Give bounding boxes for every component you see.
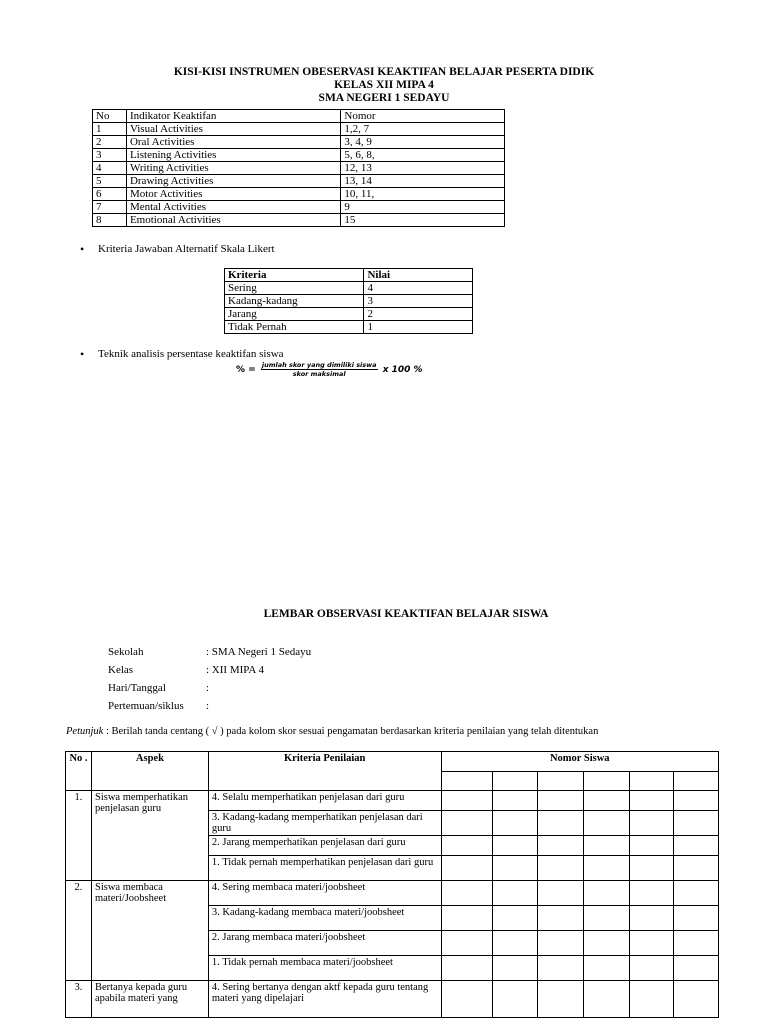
criteria-cell: 4. Selalu memperhatikan penjelasan dari guru [208,791,441,811]
score-cell[interactable] [441,856,493,881]
table-cell: 2 [93,136,127,149]
table-row [225,308,473,321]
score-cell[interactable] [630,856,674,881]
score-cell[interactable] [441,881,493,906]
score-cell[interactable] [630,956,674,981]
score-cell[interactable] [674,856,719,881]
score-cell[interactable] [538,931,584,956]
table-cell: Emotional Activities [126,214,340,227]
score-cell[interactable] [630,981,674,1018]
table-header-row [66,752,719,772]
table-cell: Drawing Activities [126,175,340,188]
col-header-kriteria: Kriteria Penilaian [208,752,441,791]
score-cell[interactable] [630,881,674,906]
table-cell: 1 [93,123,127,136]
likert-table [224,268,473,334]
table-row [93,162,505,175]
table-cell: 9 [341,201,505,214]
score-cell[interactable] [538,956,584,981]
score-cell[interactable] [441,956,493,981]
student-cell[interactable] [674,772,719,791]
score-cell[interactable] [674,906,719,931]
table-cell: 5 [93,175,127,188]
col-header-nomor-siswa: Nomor Siswa [441,752,718,772]
title-line-2: KELAS XII MIPA 4 [334,79,434,91]
table-cell: 4 [364,282,473,295]
info-value: : SMA Negeri 1 Sedayu [206,646,312,658]
criteria-cell: 1. Tidak pernah memperhatikan penjelasan dari guru [208,856,441,881]
score-cell[interactable] [584,811,630,836]
formula-fraction [261,361,378,378]
info-label: Kelas [108,664,134,676]
col-header: Nomor [341,110,505,123]
table-cell: Visual Activities [126,123,340,136]
sheet-title: LEMBAR OBSERVASI KEAKTIFAN BELAJAR SISWA [263,608,549,620]
table-cell: 3, 4, 9 [341,136,505,149]
score-cell[interactable] [584,881,630,906]
student-cell[interactable] [538,772,584,791]
score-cell[interactable] [538,981,584,1018]
score-cell[interactable] [441,931,493,956]
table-row [93,214,505,227]
score-cell[interactable] [584,956,630,981]
score-cell[interactable] [493,811,538,836]
aspect-label: Bertanya kepada guru apabila materi yang [91,981,208,1018]
table-cell: 4 [93,162,127,175]
score-cell[interactable] [674,811,719,836]
aspect-number: 2. [66,881,92,981]
score-cell[interactable] [493,791,538,811]
col-header-no: No . [66,752,92,791]
score-cell[interactable] [584,931,630,956]
score-cell[interactable] [538,811,584,836]
table-cell: 7 [93,201,127,214]
table-row [225,295,473,308]
score-cell[interactable] [584,856,630,881]
score-cell[interactable] [584,791,630,811]
score-cell[interactable] [493,856,538,881]
table-cell: Listening Activities [126,149,340,162]
table-cell: Motor Activities [126,188,340,201]
score-cell[interactable] [538,906,584,931]
col-header: Indikator Keaktifan [126,110,340,123]
col-header: Kriteria [225,269,364,282]
table-row [93,149,505,162]
score-cell[interactable] [538,881,584,906]
col-header: No [93,110,127,123]
formula-rhs: x 100 % [382,365,423,375]
score-cell[interactable] [493,881,538,906]
table-row [66,981,719,1018]
score-cell[interactable] [441,906,493,931]
title-line-1: KISI-KISI INSTRUMEN OBESERVASI KEAKTIFAN BELAJAR PESERTA DIDIK [173,66,595,78]
table-row [225,321,473,334]
doc-title [0,66,768,105]
percentage-formula [236,361,423,378]
table-cell: Oral Activities [126,136,340,149]
score-cell[interactable] [630,931,674,956]
table-row [93,136,505,149]
aspect-label: Siswa memperhatikan penjelasan guru [91,791,208,881]
score-cell[interactable] [493,906,538,931]
score-cell[interactable] [674,931,719,956]
bullet-icon: • [80,242,85,256]
info-label: Hari/Tanggal [108,682,166,694]
table-cell: 10, 11, [341,188,505,201]
observation-table [65,751,719,1018]
indicator-table [92,109,505,227]
table-row [66,881,719,906]
table-cell: 3 [364,295,473,308]
table-cell: 1 [364,321,473,334]
aspect-number: 3. [66,981,92,1018]
table-cell: 15 [341,214,505,227]
table-cell: 6 [93,188,127,201]
info-label: Pertemuan/siklus [108,700,184,712]
table-cell: 13, 14 [341,175,505,188]
info-value: : XII MIPA 4 [206,664,264,676]
table-cell: 2 [364,308,473,321]
score-cell[interactable] [674,956,719,981]
table-row [93,201,505,214]
score-cell[interactable] [674,981,719,1018]
score-cell[interactable] [493,956,538,981]
table-cell: Kadang-kadang [225,295,364,308]
instructions-text: : Berilah tanda centang ( √ ) pada kolom skor sesuai pengamatan berdasarkan kriteria penilaian yang telah ditentukan [105,726,599,737]
score-cell[interactable] [674,881,719,906]
formula-numerator: jumlah skor yang dimiliki siswa [261,361,377,369]
instructions [66,726,598,737]
criteria-cell: 4. Sering bertanya dengan aktf kepada guru tentang materi yang dipelajari [208,981,441,1018]
score-cell[interactable] [538,856,584,881]
table-cell: Tidak Pernah [225,321,364,334]
bullet-icon: • [80,347,85,361]
score-cell[interactable] [493,981,538,1018]
score-cell[interactable] [441,836,493,856]
table-cell: 5, 6, 8, [341,149,505,162]
table-cell: Jarang [225,308,364,321]
score-cell[interactable] [674,791,719,811]
table-cell: Mental Activities [126,201,340,214]
instructions-label: Petunjuk [66,726,104,737]
score-cell[interactable] [441,791,493,811]
student-cell[interactable] [584,772,630,791]
info-value: : [206,682,210,694]
info-label: Sekolah [108,646,144,658]
table-cell: Writing Activities [126,162,340,175]
table-cell: 12, 13 [341,162,505,175]
table-header-row [225,269,473,282]
title-line-3: SMA NEGERI 1 SEDAYU [318,92,450,104]
formula-denominator: skor maksimal [292,370,346,378]
table-cell: 3 [93,149,127,162]
info-value: : [206,700,210,712]
score-cell[interactable] [630,906,674,931]
bullet-text: Kriteria Jawaban Alternatif Skala Likert [98,243,275,255]
table-row [225,282,473,295]
criteria-cell: 2. Jarang membaca materi/joobsheet [208,931,441,956]
score-cell[interactable] [538,836,584,856]
score-cell[interactable] [674,836,719,856]
score-cell[interactable] [630,836,674,856]
col-header: Nilai [364,269,473,282]
score-cell[interactable] [493,836,538,856]
score-cell[interactable] [630,791,674,811]
criteria-cell: 1. Tidak pernah membaca materi/joobsheet [208,956,441,981]
col-header-aspek: Aspek [91,752,208,791]
table-row [93,188,505,201]
criteria-cell: 3. Kadang-kadang memperhatikan penjelasan dari guru [208,811,441,836]
student-cell[interactable] [441,772,493,791]
formula-lhs: % = [236,365,256,375]
table-row [93,175,505,188]
score-cell[interactable] [441,811,493,836]
table-header-row [93,110,505,123]
aspect-label: Siswa membaca materi/Joobsheet [91,881,208,981]
criteria-cell: 2. Jarang memperhatikan penjelasan dari guru [208,836,441,856]
score-cell[interactable] [584,906,630,931]
score-cell[interactable] [538,791,584,811]
score-cell[interactable] [493,931,538,956]
score-cell[interactable] [584,836,630,856]
student-cell[interactable] [630,772,674,791]
table-cell: 8 [93,214,127,227]
criteria-cell: 4. Sering membaca materi/joobsheet [208,881,441,906]
bullet-text: Teknik analisis persentase keaktifan siswa [98,348,284,360]
aspect-number: 1. [66,791,92,881]
criteria-cell: 3. Kadang-kadang membaca materi/joobsheet [208,906,441,931]
table-row [93,123,505,136]
table-cell: Sering [225,282,364,295]
score-cell[interactable] [584,981,630,1018]
score-cell[interactable] [630,811,674,836]
table-row [66,791,719,811]
student-cell[interactable] [493,772,538,791]
table-cell: 1,2, 7 [341,123,505,136]
score-cell[interactable] [441,981,493,1018]
